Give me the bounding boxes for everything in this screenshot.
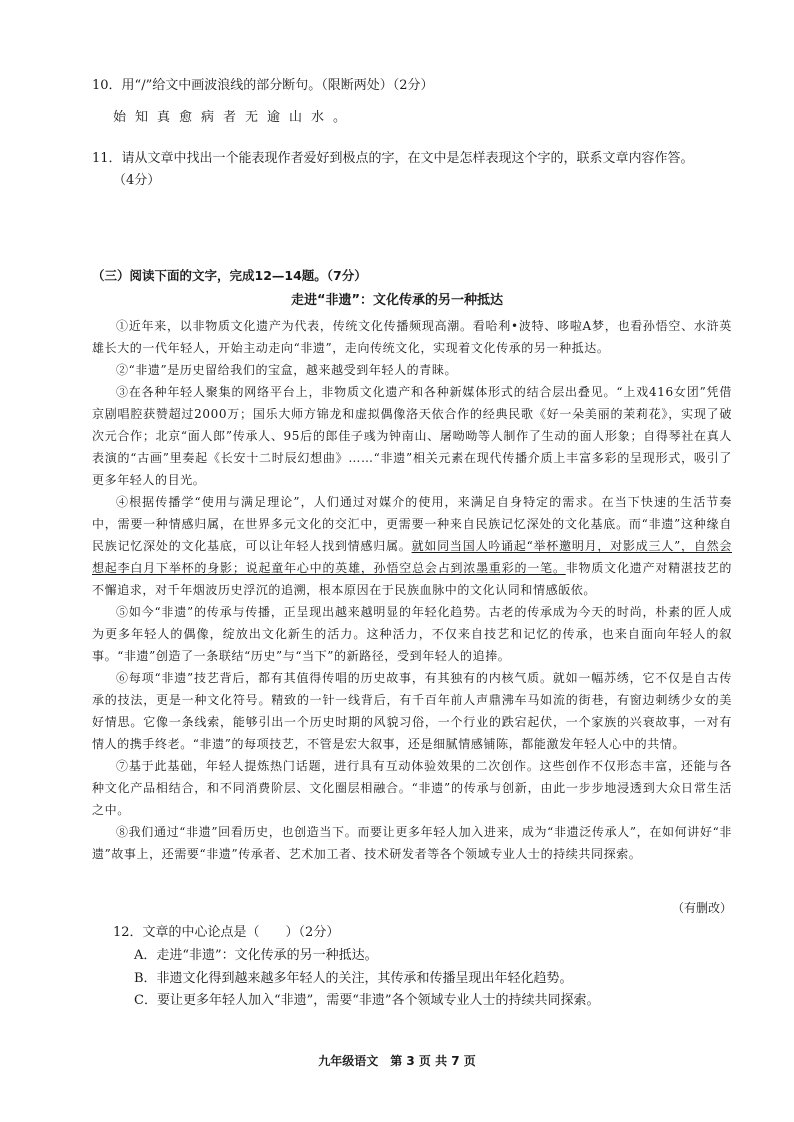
paragraph-5: ⑤如今“非遗”的传承与传播，正呈现出越来越明显的年轻化趋势。古老的传承成为今天的时尚，朴素的匠人成为更多年轻人的偶像，绽放出文化新生的活力。这种活力，不仅来自技艺和记忆的传承，也来自面向年轻人的叙事。“非遗”创造了一条联结“历史”与“当下”的新路径，受到年轻人的追捧。 bbox=[92, 605, 732, 663]
question-12-option-b: B．非遗文化得到越来越多年轻人的关注，其传承和传播呈现出年轻化趋势。 bbox=[134, 971, 573, 986]
paragraph-6: ⑥每项“非遗”技艺背后，都有其值得传唱的历史故事，有其独有的内核气质。就如一幅苏绣，它不仅是自古传承的技法，更是一种文化符号。精致的一针一线背后，有千百年前人声鼎沸车马如流的街巷，有窗边刺绣少女的美好情思。它像一条线索，能够引出一个历史时期的风貌习俗，一个行业的跌宕起伏，一个家族的兴衰故事，一对有情人的携手终老。“非遗”的每项技艺，不管是宏大叙事，还是细腻情感铺陈，都能激发年轻人心中的共情。 bbox=[92, 671, 732, 751]
paragraph-8: ⑧我们通过“非遗”回看历史，也创造当下。而要让更多年轻人加入进来，成为“非遗泛传承人”，在如何讲好“非遗”故事上，还需要“非遗”传承者、艺术加工者、技术研发者等各个领域专业人士的持续共同探索。 bbox=[92, 825, 732, 861]
paragraph-1: ①近年来，以非物质文化遗产为代表，传统文化传播频现高潮。看哈利•波特、哆啦A梦，也看孙悟空、水浒英雄长大的一代年轻人，开始主动走向“非遗”，走向传统文化，实现着文化传承的另一种抵达。 bbox=[92, 319, 732, 355]
question-10-prompt: 10．用“/”给文中画波浪线的部分断句。（限断两处）（2分） bbox=[92, 78, 434, 93]
question-12-prompt: 12．文章的中心论点是（ ）（2分） bbox=[113, 925, 340, 940]
paragraph-4 bbox=[92, 491, 732, 601]
article-title: 走进“非遗”：文化传承的另一种抵达 bbox=[290, 293, 504, 308]
paragraph-4-underlined-sentence: 就如同当国人吟诵起“举杯邀明月，对影成三人”，自然会想起李白月下举杯的身影；说起童年心中的英雄，孙悟空总会占到浓墨重彩的一笔。 bbox=[92, 539, 732, 575]
paragraph-2: ②“非遗”是历史留给我们的宝盒，越来越受到年轻人的青睐。 bbox=[116, 363, 458, 377]
question-12-option-a: A．走进“非遗”：文化传承的另一种抵达。 bbox=[134, 948, 378, 963]
question-11-points: （4分） bbox=[113, 173, 161, 188]
source-note: （有删改） bbox=[671, 901, 732, 915]
page-footer: 九年级语文 第 3 页 共 7 页 bbox=[318, 1054, 476, 1068]
question-11-prompt: 11．请从文章中找出一个能表现作者爱好到极点的字，在文中是怎样表现这个字的，联系文章内容作答。 bbox=[92, 151, 694, 166]
section-3-heading: （三）阅读下面的文字，完成12—14题。（7分） bbox=[92, 268, 367, 283]
question-12-option-c: C．要让更多年轻人加入“非遗”，需要“非遗”各个领域专业人士的持续共同探索。 bbox=[134, 993, 600, 1008]
paragraph-4-text-after: 非物质文化遗产对精湛技艺的不懈追求，对千年烟波历史浮沉的追溯，根本原因在于民族血脉中的文化认同和情感皈依。 bbox=[92, 561, 732, 597]
question-10-sentence: 始知真愈病者无逾山水。 bbox=[113, 110, 356, 125]
paragraph-4-text-before: ④根据传播学“使用与满足理论”，人们通过对媒介的使用，来满足自身特定的需求。在当下快速的生活节奏中，需要一种情感归属，在世界多元文化的交汇中，更需要一种来自民族记忆深处的文化基底。而“非遗”这种缘自民族记忆深处的文化基底，可以让年轻人找到情感归属。 bbox=[92, 495, 732, 553]
paragraph-7: ⑦基于此基础，年轻人提炼热门话题，进行具有互动体验效果的二次创作。这些创作不仅形态丰富，还能与各种文化产品相结合，和不同消费阶层、文化圈层相融合。“非遗”的传承与创新，由此一步步地浸透到大众日常生活之中。 bbox=[92, 759, 732, 817]
article-body bbox=[92, 315, 732, 865]
paragraph-3: ③在各种年轻人聚集的网络平台上，非物质文化遗产和各种新媒体形式的结合层出叠见。“上戏416女团”凭借京剧唱腔获赞超过2000万；国乐大师方锦龙和虚拟偶像洛天依合作的经典民歌《好一朵美丽的茉莉花》，实现了破次元合作；北京“面人郎”传承人、95后的郎佳子彧为钟南山、屠呦呦等人制作了生动的面人形象；自得琴社在真人表演的“古画”里奏起《长安十二时辰幻想曲》……“非遗”相关元素在现代传播介质上丰富多彩的呈现形式，吸引了更多年轻人的目光。 bbox=[92, 385, 732, 487]
